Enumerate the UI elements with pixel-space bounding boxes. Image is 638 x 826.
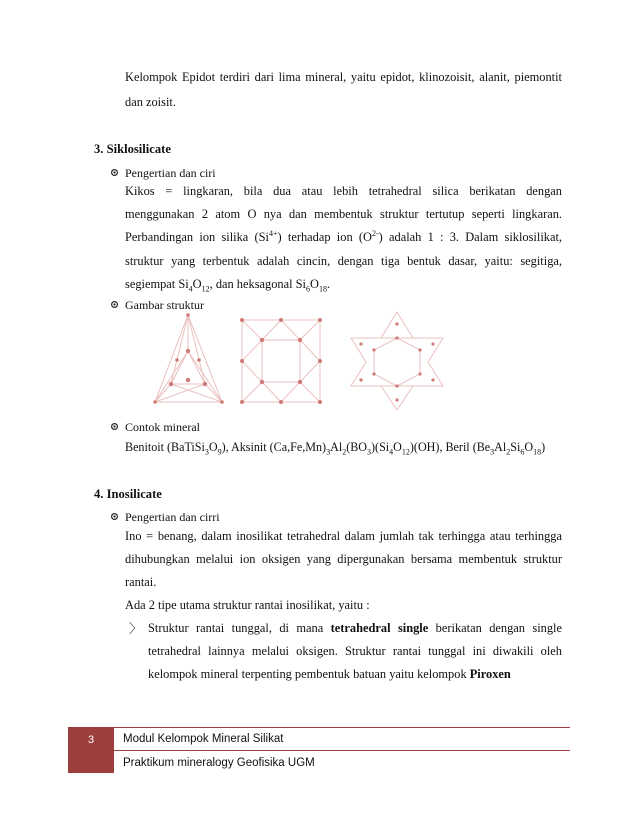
s4-line-3: rantai. (125, 575, 157, 589)
bullet-icon (110, 168, 119, 177)
s4-line-2: dihubungkan melalui ion oksigen yang dipergunakan bersama membentuk struktur (125, 552, 562, 566)
bullet-label: Gambar struktur (125, 298, 204, 312)
footer-mid-rule (114, 750, 570, 751)
bullet-contoh (125, 418, 200, 436)
s4-line-4: Ada 2 tipe utama struktur rantai inosilikat, yaitu : (125, 598, 370, 612)
cyclosilicate-structure-figure (150, 310, 570, 410)
footer-subtitle: Praktikum mineralogy Geofisika UGM (123, 757, 315, 769)
s4-line-1: Ino = benang, dalam inosilikat tetrahedral dalam jumlah tak terhingga atau terhingga (125, 529, 562, 543)
s4-sub-line-1: Struktur rantai tunggal, di mana tetrahedral single berikatan dengan single (148, 621, 563, 635)
s3-line-1: Kikos = lingkaran, bila dua atau lebih tetrahedral silica berikatan dengan (125, 184, 562, 198)
bullet-icon (110, 422, 119, 431)
mineral-examples: Benitoit $(BaTiSi_3O_9)$, Aksinit $(Ca,Fe,Mn)_3Al_2(BO_3)(Si_4O_{12})(OH)$, Beril $(Be_3Al_2Si_6O_{18})$ (125, 440, 546, 457)
bullet-icon (110, 300, 119, 309)
section-3-heading: 3. Siklosilicate (94, 142, 171, 156)
footer-title: Modul Kelompok Mineral Silikat (123, 733, 284, 745)
bullet-label: Contok mineral (125, 420, 200, 434)
page-number: 3 (88, 734, 95, 746)
page-number-box (68, 727, 114, 773)
s3-line-3: Perbandingan ion silika $(Si^{4+})$ terhadap ion $(O^{2-})$ adalah 1 : 3. Dalam siklosilikat, (125, 228, 562, 244)
s4-sub-line-2: tetrahedral lainnya melalui oksigen. Struktur rantai tunggal ini diwakili oleh (148, 644, 562, 658)
intro-line-1: Kelompok Epidot terdiri dari lima mineral, yaitu epidot, klinozoisit, alanit, piemontit (125, 70, 562, 84)
s3-line-2: menggunakan 2 atom O nya dan membentuk struktur tertutup seperti lingkaran. (125, 207, 562, 221)
bullet-pengertian-4 (125, 508, 220, 526)
bullet-label: Pengertian dan cirri (125, 510, 220, 524)
bullet-icon (110, 512, 119, 521)
section-4-heading: 4. Inosilicate (94, 487, 162, 501)
s3-line-4: struktur yang terbentuk adalah cincin, dengan tiga bentuk dasar, yaitu: segitiga, (125, 254, 562, 268)
s3-line-5: segiempat $Si_4O_{12}$, dan heksagonal $Si_6O_{18}$. (125, 277, 331, 294)
footer-top-rule (114, 727, 570, 728)
intro-line-2: dan zoisit. (125, 95, 176, 109)
bullet-label: Pengertian dan ciri (125, 166, 216, 180)
s4-sub-line-3: kelompok mineral terpenting pembentuk batuan yaitu kelompok Piroxen (148, 667, 511, 681)
chevron-right-icon: 〉 (129, 621, 143, 636)
